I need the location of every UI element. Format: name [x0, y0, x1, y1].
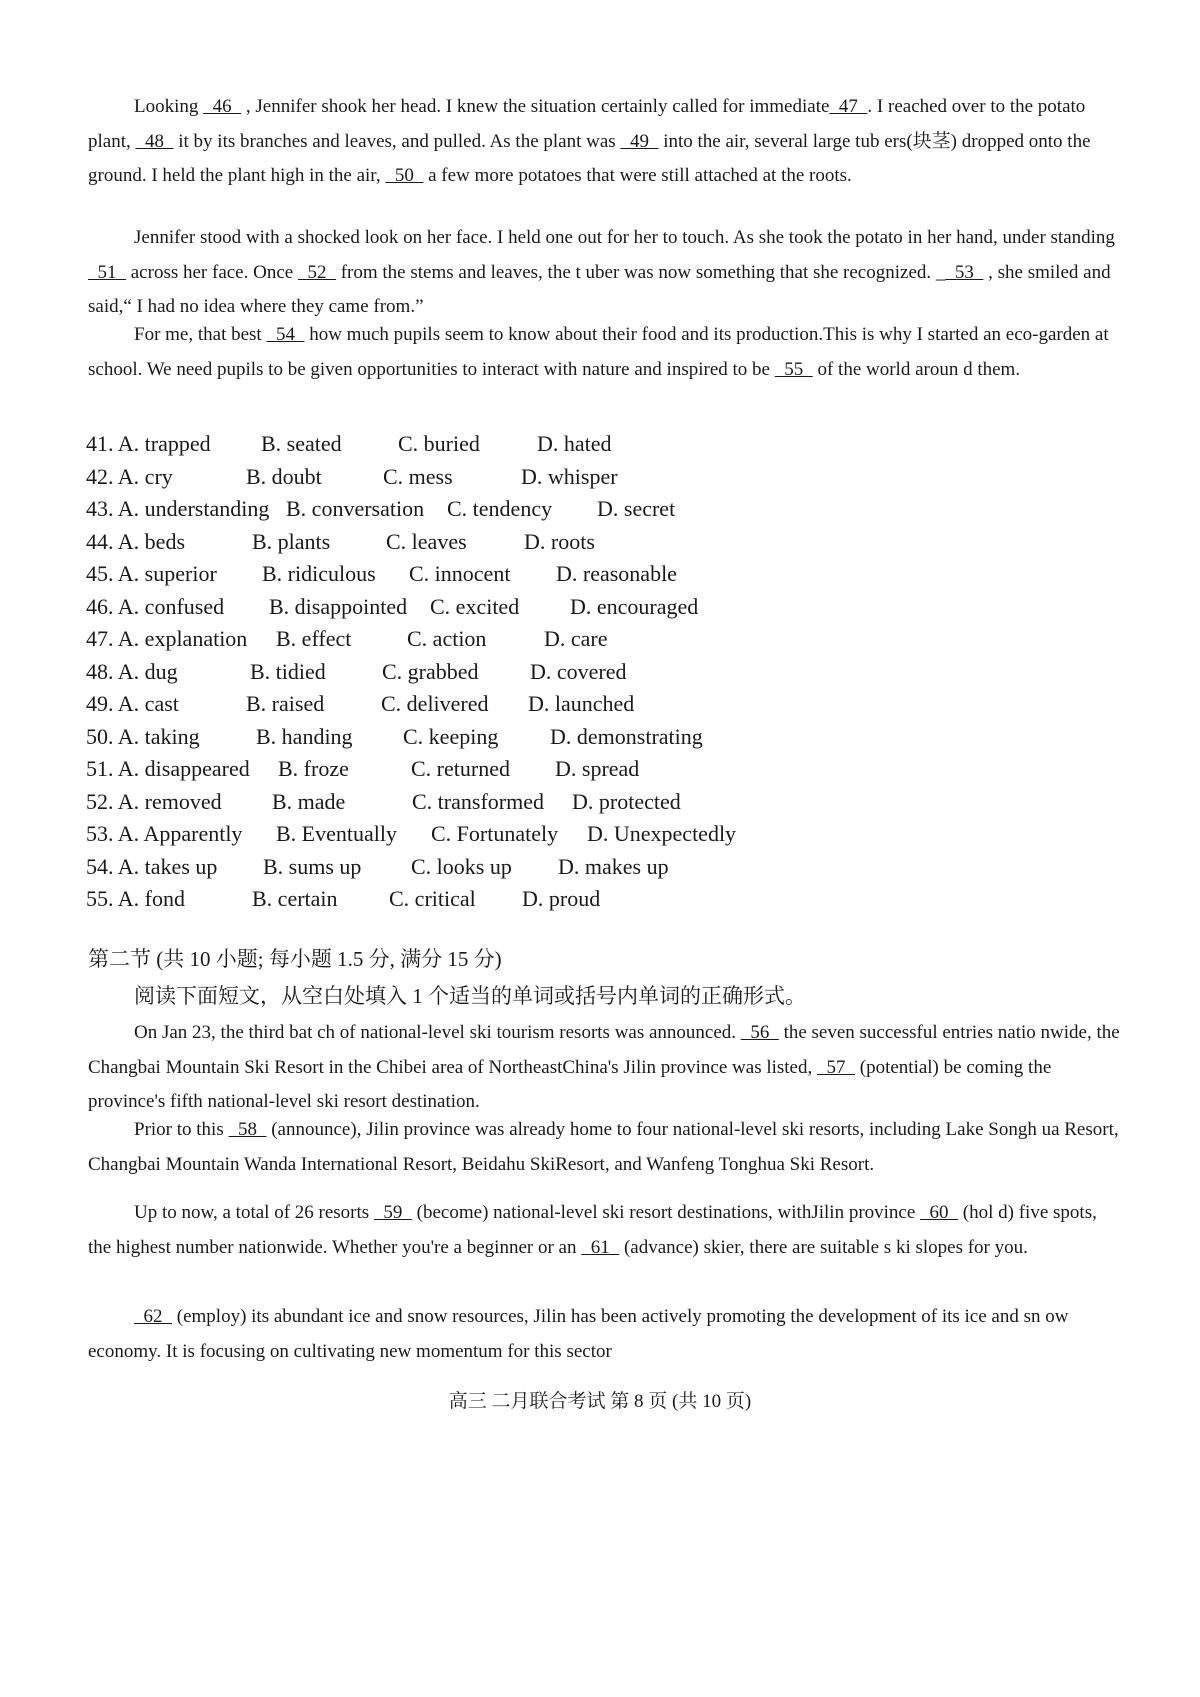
option-b: B. seated: [261, 431, 342, 456]
option-d: D. reasonable: [556, 561, 677, 586]
blank-52: 52: [297, 261, 336, 283]
option-d: D. whisper: [521, 463, 618, 489]
option-row: [86, 851, 986, 884]
option-d: D. encouraged: [570, 593, 699, 619]
passage-paragraph-2: [88, 1113, 1120, 1182]
option-d: D. secret: [597, 496, 676, 521]
option-b: B. certain: [252, 886, 338, 911]
option-c: C. leaves: [386, 528, 467, 554]
blank-58: 58: [228, 1119, 267, 1140]
passage-paragraph-1: [88, 1016, 1120, 1120]
blank-54: 54: [266, 324, 305, 345]
option-d: D. hated: [537, 431, 612, 456]
blank-49: 49: [620, 130, 659, 152]
blank-56: 56: [740, 1022, 779, 1043]
text-segment: a few more potatoes that were still attached at the roots.: [423, 165, 852, 186]
option-row: [86, 558, 986, 591]
blank-59: 59: [373, 1202, 412, 1223]
blank-55: 55: [774, 358, 813, 380]
option-b: B. handing: [256, 723, 353, 749]
blank-51: 51: [88, 261, 126, 283]
option-c: C. returned: [411, 756, 510, 781]
option-b: B. ridiculous: [262, 561, 376, 586]
option-b: B. raised: [246, 691, 325, 716]
option-c: C. buried: [398, 431, 480, 456]
blank-50: 50: [385, 165, 424, 186]
option-row: [86, 786, 986, 819]
option-b: B. conversation: [286, 496, 425, 521]
text-segment: of the world aroun d them.: [812, 358, 1021, 380]
option-row: [86, 428, 986, 461]
option-b: B. tidied: [250, 658, 326, 684]
option-b: B. effect: [276, 626, 352, 651]
option-b: B. disappointed: [269, 593, 408, 619]
option-a: 44. A. beds: [86, 528, 185, 554]
option-a: 42. A. cry: [86, 463, 173, 489]
option-row: [86, 493, 986, 526]
option-c: C. keeping: [403, 723, 499, 749]
option-a: 52. A. removed: [86, 788, 222, 814]
option-a: 41. A. trapped: [86, 431, 211, 456]
text-segment: Looking: [134, 96, 204, 117]
text-segment: , Jennifer shook her head. I knew the situation certainly called for immediate: [241, 96, 830, 117]
section-title: 第二节 (共 10 小题; 每小题 1.5 分, 满分 15 分): [88, 947, 502, 971]
option-c: C. mess: [383, 463, 453, 489]
cloze-paragraph-2: [88, 221, 1120, 325]
option-d: D. Unexpectedly: [587, 821, 737, 846]
option-c: C. critical: [389, 886, 476, 911]
text-segment: Jennifer stood with a shocked look on her face. I held one out for her to touch. As she took the potato in her hand, under standing: [134, 227, 1115, 248]
blank-47: 47: [829, 96, 868, 117]
option-row: [86, 591, 986, 624]
option-a: 48. A. dug: [86, 658, 178, 684]
option-a: 49. A. cast: [86, 691, 179, 716]
text-segment: . I reached over to the potato plant,: [88, 96, 1086, 152]
cloze-paragraph-1: [88, 90, 1120, 194]
blank-53: 53: [945, 261, 984, 283]
text-segment: from the stems and leaves, the t uber was now something that she recognized. _: [335, 261, 946, 283]
text-segment: how much pupils seem to know about their food and its production.This is why I started an eco-garden at school. We need pupils to be given opportunities to interact with nature and inspired to be: [88, 324, 1109, 380]
option-d: D. makes up: [558, 853, 669, 879]
option-c: C. transformed: [412, 788, 544, 814]
option-a: 55. A. fond: [86, 886, 185, 911]
option-b: B. froze: [278, 756, 349, 781]
option-c: C. action: [407, 626, 487, 651]
option-row: [86, 883, 986, 916]
option-c: C. grabbed: [382, 658, 479, 684]
text-segment: (employ) its abundant ice and snow resources, Jilin has been actively promoting the development of its ice and sn ow economy. It is focusing on cultivating new momentum for this sector: [88, 1306, 1069, 1362]
blank-57: 57: [817, 1056, 855, 1078]
option-c: C. delivered: [381, 691, 489, 716]
option-d: D. proud: [522, 886, 601, 911]
passage-paragraph-3: [88, 1196, 1120, 1265]
text-segment: it by its branches and leaves, and pulled. As the plant was: [173, 130, 621, 152]
option-row: [86, 461, 986, 494]
option-b: B. doubt: [246, 463, 322, 489]
text-segment: (become) national-level ski resort destinations, withJilin province: [411, 1202, 921, 1223]
text-segment: Up to now, a total of 26 resorts: [134, 1202, 374, 1223]
blank-46: 46: [203, 96, 242, 117]
text-segment: into the air, several large tub ers(块茎) dropped onto the ground. I held the plant high in the air,: [88, 130, 1091, 186]
option-d: D. roots: [524, 528, 595, 554]
cloze-paragraph-3: [88, 318, 1120, 387]
option-d: D. care: [544, 626, 608, 651]
text-segment: On Jan 23, the third bat ch of national-level ski tourism resorts was announced.: [134, 1022, 741, 1043]
option-a: 51. A. disappeared: [86, 756, 250, 781]
option-d: D. covered: [530, 658, 627, 684]
section-instruction: 阅读下面短文，从空白处填入 1 个适当的单词或括号内单词的正确形式。: [134, 984, 806, 1008]
option-c: C. Fortunately: [431, 821, 559, 846]
option-d: D. demonstrating: [550, 723, 703, 749]
text-segment: (advance) skier, there are suitable s ki slopes for you.: [619, 1236, 1028, 1258]
text-segment: across her face. Once: [126, 261, 298, 283]
text-segment: the seven successful entries natio nwide, the Changbai Mountain Ski Resort in the Chibei area of NortheastChina's Jilin province was listed,: [88, 1022, 1120, 1078]
option-c: C. tendency: [447, 496, 553, 521]
option-a: 53. A. Apparently: [86, 821, 243, 846]
option-c: C. looks up: [411, 853, 512, 879]
passage-paragraph-4: [88, 1300, 1120, 1369]
option-b: B. plants: [252, 528, 331, 554]
page-footer: 高三 二月联合考试 第 8 页 (共 10 页): [448, 1391, 752, 1412]
blank-61: 61: [581, 1236, 620, 1258]
text-segment: (announce), Jilin province was already home to four national-level ski resorts, including Lake Songh ua Resort, Changbai Mountain Wanda International Resort, Beidahu SkiResort, and Wanfeng Tonghua Ski Resort.: [88, 1119, 1119, 1175]
option-a: 47. A. explanation: [86, 626, 248, 651]
blank-62: 62: [134, 1306, 172, 1327]
text-segment: Prior to this: [134, 1119, 229, 1140]
option-b: B. made: [272, 788, 346, 814]
option-b: B. sums up: [263, 853, 362, 879]
option-c: C. innocent: [409, 561, 511, 586]
text-segment: (potential) be coming the province's fifth national-level ski resort destination.: [88, 1056, 1052, 1112]
blank-48: 48: [135, 130, 174, 152]
option-a: 45. A. superior: [86, 561, 217, 586]
option-a: 54. A. takes up: [86, 853, 218, 879]
option-row: [86, 526, 986, 559]
option-b: B. Eventually: [276, 821, 397, 846]
option-c: C. excited: [430, 593, 520, 619]
option-d: D. spread: [555, 756, 640, 781]
option-d: D. protected: [572, 788, 681, 814]
options-list: [86, 428, 986, 916]
option-a: 46. A. confused: [86, 593, 225, 619]
option-row: [86, 656, 986, 689]
option-a: 43. A. understanding: [86, 496, 270, 521]
option-row: [86, 721, 986, 754]
option-row: [86, 818, 986, 851]
option-a: 50. A. taking: [86, 723, 200, 749]
blank-60: 60: [920, 1202, 959, 1223]
option-d: D. launched: [528, 691, 635, 716]
text-segment: For me, that best: [134, 324, 267, 345]
text-segment: (hol d) five spots, the highest number nationwide. Whether you're a beginner or an: [88, 1202, 1097, 1258]
option-row: [86, 688, 986, 721]
option-row: [86, 753, 986, 786]
text-segment: , she smiled and said,“ I had no idea where they came from.”: [88, 261, 1111, 317]
option-row: [86, 623, 986, 656]
